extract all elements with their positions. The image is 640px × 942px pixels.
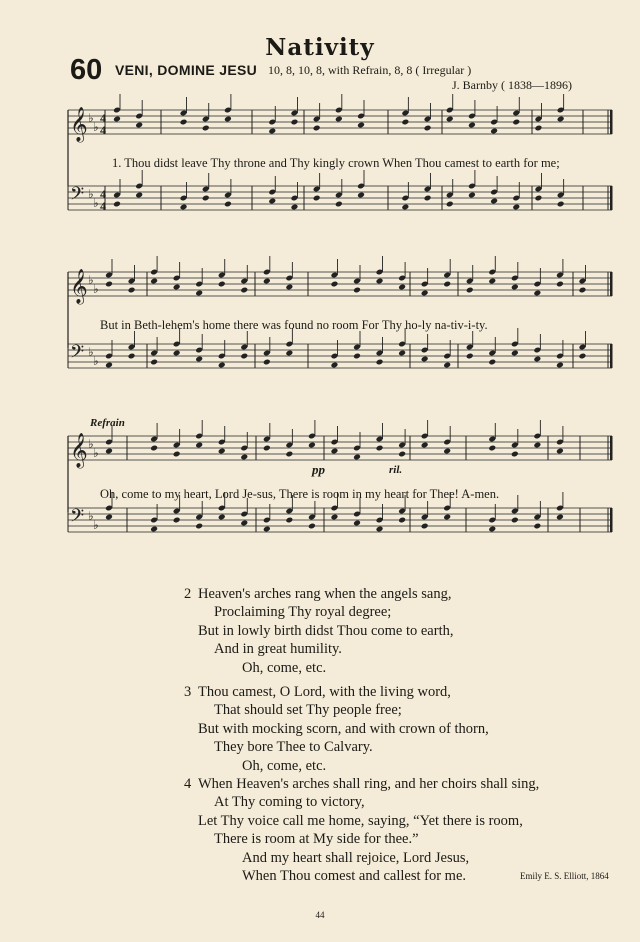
note-head xyxy=(135,122,143,129)
note-head xyxy=(331,514,339,521)
note-head xyxy=(173,350,181,357)
verse-line xyxy=(184,720,489,738)
verse-text: Heaven's arches rang when the angels sang, xyxy=(198,586,452,602)
verse-text: Thou camest, O Lord, with the living word, xyxy=(198,684,451,700)
note-head xyxy=(488,278,496,285)
verse-number: 3 xyxy=(184,684,192,700)
note-head xyxy=(202,125,210,132)
verse-line xyxy=(184,812,539,830)
final-barline xyxy=(610,508,613,532)
note-head xyxy=(173,517,181,524)
flat-sign-icon: ♭ xyxy=(88,187,94,201)
verse-text: But with mocking scorn, and with crown of thorn, xyxy=(198,720,489,737)
note-head xyxy=(308,523,316,530)
time-signature: 4 xyxy=(100,111,106,125)
refrain-label: Refrain xyxy=(90,417,125,429)
verse-4 xyxy=(184,775,539,885)
verse-text: Let Thy voice call me home, saying, “Yet there is room, xyxy=(198,812,523,829)
note-head xyxy=(313,125,321,132)
verse-number: 4 xyxy=(184,776,192,792)
note-head xyxy=(353,353,361,360)
note-head xyxy=(376,445,384,452)
flat-sign-icon: ♭ xyxy=(88,345,94,359)
composer: J. Barnby ( 1838—1896) xyxy=(452,78,572,92)
note-head xyxy=(488,359,496,366)
verse-line xyxy=(184,659,453,677)
note-head xyxy=(331,362,339,369)
note-head xyxy=(353,520,361,527)
flat-sign-icon: ♭ xyxy=(93,354,99,368)
note-head xyxy=(468,122,476,129)
flat-sign-icon: ♭ xyxy=(88,509,94,523)
note-head xyxy=(218,448,226,455)
note-head xyxy=(180,204,188,211)
note-head xyxy=(446,201,454,208)
note-head xyxy=(511,350,519,357)
hymn-number: 60 xyxy=(70,54,103,86)
note-head xyxy=(240,454,248,461)
verse-line xyxy=(184,738,489,756)
note-head xyxy=(424,195,432,202)
note-head xyxy=(291,119,299,126)
treble-clef-icon: 𝄞 xyxy=(70,433,88,468)
verse-2 xyxy=(184,585,453,677)
note-head xyxy=(202,195,210,202)
verse-text: They bore Thee to Calvary. xyxy=(214,739,373,756)
lyrics-refrain: Oh, come to my heart, Lord Je-sus, There is room in my heart for Thee! A-men. xyxy=(100,487,500,501)
note-head xyxy=(376,359,384,366)
note-head xyxy=(443,448,451,455)
note-head xyxy=(195,523,203,530)
verse-line xyxy=(184,849,539,867)
flat-sign-icon: ♭ xyxy=(93,196,99,210)
note-head xyxy=(240,520,248,527)
note-head xyxy=(488,526,496,533)
time-signature: 4 xyxy=(100,199,106,213)
dynamic-rit: ril. xyxy=(389,464,403,476)
flat-sign-icon: ♭ xyxy=(93,282,99,296)
treble-clef-icon: 𝄞 xyxy=(70,269,88,304)
note-head xyxy=(401,119,409,126)
final-barline xyxy=(610,344,613,368)
verse-line xyxy=(184,622,453,640)
note-head xyxy=(443,514,451,521)
final-barline xyxy=(610,186,613,210)
note-head xyxy=(285,284,293,291)
bass-clef-icon: 𝄢 xyxy=(70,342,85,367)
note-head xyxy=(285,350,293,357)
verse-line xyxy=(184,640,453,658)
note-head xyxy=(313,195,321,202)
note-head xyxy=(308,442,316,449)
lyrics-line-2: But in Beth-lehem's home there was found no room For Thy ho-ly na-tiv-i-ty. xyxy=(100,318,488,332)
verse-text: When Heaven's arches shall ring, and her choirs shall sing, xyxy=(198,776,540,792)
note-head xyxy=(150,359,158,366)
note-head xyxy=(398,284,406,291)
note-head xyxy=(105,362,113,369)
note-head xyxy=(224,116,232,123)
note-head xyxy=(218,514,226,521)
bass-clef-icon: 𝄢 xyxy=(70,184,85,209)
note-head xyxy=(556,362,564,369)
note-head xyxy=(511,517,519,524)
note-head xyxy=(398,350,406,357)
note-head xyxy=(443,281,451,288)
verse-text: Oh, come, etc. xyxy=(242,757,327,774)
verse-line xyxy=(184,867,539,885)
note-head xyxy=(218,281,226,288)
note-head xyxy=(224,201,232,208)
verse-text: There is room at My side for thee.” xyxy=(214,831,419,848)
verse-text: At Thy coming to victory, xyxy=(214,794,365,811)
note-head xyxy=(398,517,406,524)
note-head xyxy=(105,448,113,455)
note-head xyxy=(331,448,339,455)
note-head xyxy=(535,125,543,132)
note-head xyxy=(105,514,113,521)
verse-text: And in great humility. xyxy=(214,641,342,658)
note-head xyxy=(195,442,203,449)
verse-text: When Thou comest and callest for me. xyxy=(242,868,467,885)
note-head xyxy=(556,281,564,288)
note-head xyxy=(113,116,121,123)
note-head xyxy=(353,287,361,294)
note-head xyxy=(195,356,203,363)
flat-sign-icon: ♭ xyxy=(93,518,99,532)
note-head xyxy=(150,278,158,285)
verse-text: But in lowly birth didst Thou come to earth, xyxy=(198,622,454,639)
note-head xyxy=(335,116,343,123)
verse-text: And my heart shall rejoice, Lord Jesus, xyxy=(242,849,470,866)
lyrics-line-1: 1. Thou didst leave Thy throne and Thy kingly crown When Thou camest to earth for me; xyxy=(112,156,560,170)
note-head xyxy=(512,204,520,211)
note-head xyxy=(173,451,181,458)
treble-clef-icon: 𝄞 xyxy=(70,107,88,142)
note-head xyxy=(579,287,587,294)
note-head xyxy=(173,284,181,291)
note-head xyxy=(263,526,271,533)
final-barline xyxy=(610,110,613,134)
note-head xyxy=(535,195,543,202)
note-head xyxy=(263,278,271,285)
note-head xyxy=(512,119,520,126)
note-head xyxy=(180,119,188,126)
meter: 10, 8, 10, 8, with Refrain, 8, 8 ( Irregular ) xyxy=(268,63,472,77)
verse-text: Oh, come, etc. xyxy=(242,659,327,676)
note-head xyxy=(446,116,454,123)
note-head xyxy=(557,116,565,123)
note-head xyxy=(218,362,226,369)
note-head xyxy=(268,128,276,135)
verse-line xyxy=(184,683,489,701)
note-head xyxy=(357,192,365,199)
note-head xyxy=(556,514,564,521)
note-head xyxy=(421,442,429,449)
note-head xyxy=(533,442,541,449)
verse-line xyxy=(184,757,489,775)
note-head xyxy=(240,287,248,294)
note-head xyxy=(331,281,339,288)
verse-line xyxy=(184,585,453,603)
note-head xyxy=(421,290,429,297)
note-head xyxy=(263,445,271,452)
flat-sign-icon: ♭ xyxy=(88,111,94,125)
note-head xyxy=(401,204,409,211)
note-head xyxy=(376,278,384,285)
note-head xyxy=(443,362,451,369)
note-head xyxy=(113,201,121,208)
flat-sign-icon: ♭ xyxy=(93,120,99,134)
verse-text: That should set Thy people free; xyxy=(214,702,402,719)
note-head xyxy=(263,359,271,366)
note-head xyxy=(488,445,496,452)
note-head xyxy=(353,454,361,461)
tune-name: VENI, DOMINE JESU xyxy=(115,62,258,78)
note-head xyxy=(579,353,587,360)
note-head xyxy=(490,128,498,135)
note-head xyxy=(557,201,565,208)
note-head xyxy=(468,192,476,199)
flat-sign-icon: ♭ xyxy=(88,437,94,451)
page-number: 44 xyxy=(315,910,325,920)
note-head xyxy=(466,287,474,294)
note-head xyxy=(240,353,248,360)
note-head xyxy=(105,281,113,288)
time-signature: 4 xyxy=(100,123,106,137)
note-head xyxy=(511,451,519,458)
verse-text: Proclaiming Thy royal degree; xyxy=(214,604,392,621)
note-head xyxy=(511,284,519,291)
note-head xyxy=(150,526,158,533)
note-head xyxy=(424,125,432,132)
final-barline xyxy=(610,272,613,296)
final-barline xyxy=(610,436,613,460)
flat-sign-icon: ♭ xyxy=(88,273,94,287)
note-head xyxy=(421,523,429,530)
note-head xyxy=(291,204,299,211)
dynamic-pp: pp xyxy=(312,462,325,477)
author-credit: Emily E. S. Elliott, 1864 xyxy=(520,871,609,881)
note-head xyxy=(128,353,136,360)
note-head xyxy=(135,192,143,199)
note-head xyxy=(285,451,293,458)
note-head xyxy=(376,526,384,533)
verse-line xyxy=(184,793,539,811)
note-head xyxy=(335,201,343,208)
note-head xyxy=(490,198,498,205)
note-head xyxy=(398,451,406,458)
section-title: Nativity xyxy=(265,34,375,61)
note-head xyxy=(268,198,276,205)
note-head xyxy=(466,353,474,360)
note-head xyxy=(533,290,541,297)
note-head xyxy=(533,356,541,363)
verse-line xyxy=(184,603,453,621)
note-head xyxy=(150,445,158,452)
note-head xyxy=(421,356,429,363)
note-head xyxy=(357,122,365,129)
verse-line xyxy=(184,830,539,848)
note-head xyxy=(533,523,541,530)
note-head xyxy=(195,290,203,297)
note-head xyxy=(128,287,136,294)
time-signature: 4 xyxy=(100,187,106,201)
bass-clef-icon: 𝄢 xyxy=(70,506,85,531)
verse-line xyxy=(184,775,539,793)
verse-3 xyxy=(184,683,489,775)
note-head xyxy=(285,517,293,524)
flat-sign-icon: ♭ xyxy=(93,446,99,460)
verse-line xyxy=(184,701,489,719)
verse-number: 2 xyxy=(184,586,192,602)
note-head xyxy=(556,448,564,455)
